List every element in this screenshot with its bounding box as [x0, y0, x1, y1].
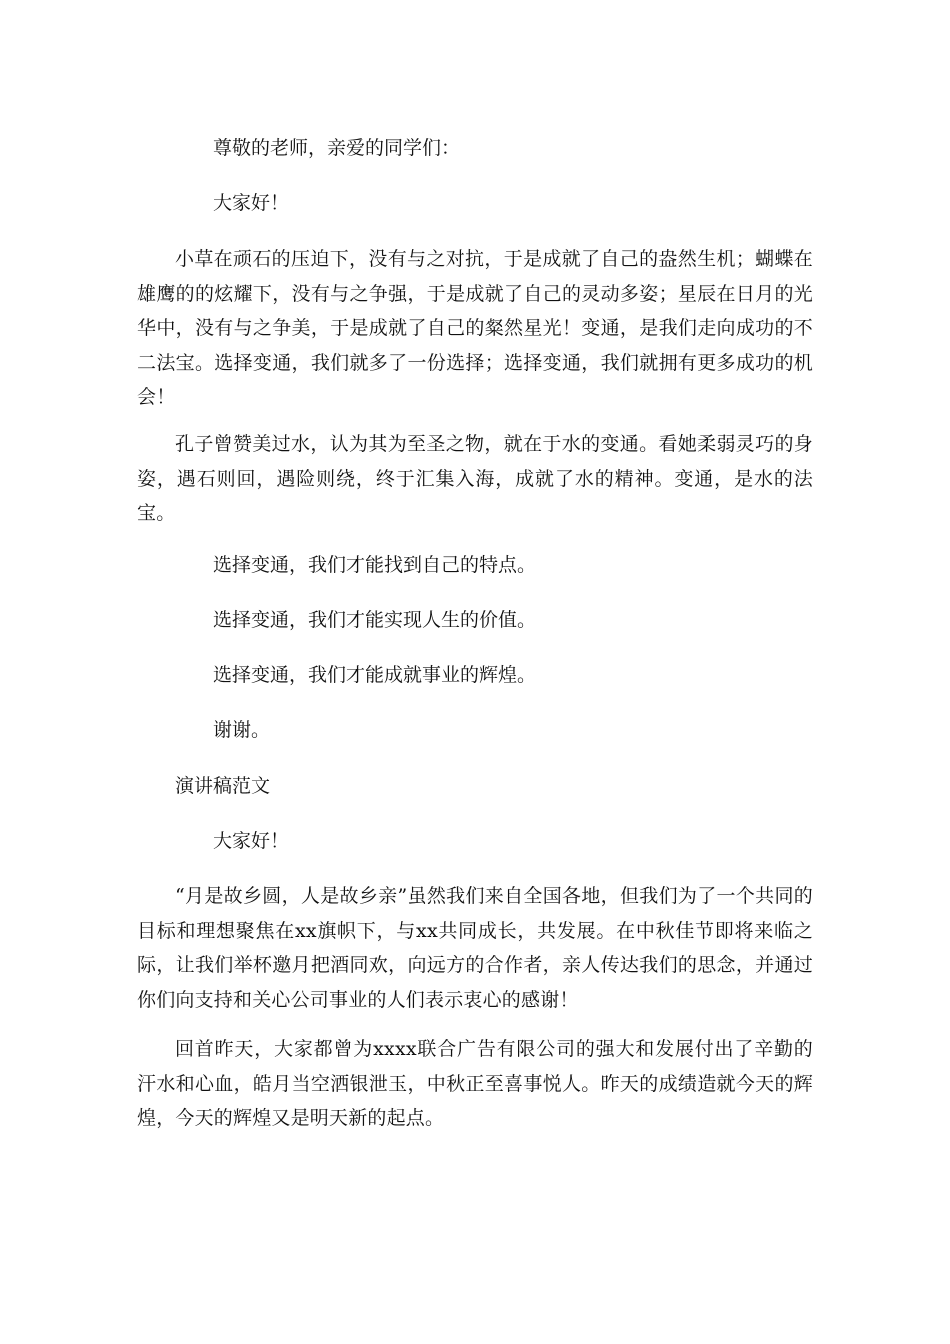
thanks-line: 谢谢。 — [213, 719, 271, 741]
line-choose-achieve-glory: 选择变通，我们才能成就事业的辉煌。 — [213, 664, 537, 686]
line-choose-find-traits: 选择变通，我们才能找到自己的特点。 — [213, 554, 537, 576]
section-title: 演讲稿范文 — [175, 775, 271, 797]
paragraph-mid-autumn: “月是故乡圆，人是故乡亲”虽然我们来自全国各地，但我们为了一个共同的目标和理想聚焦在xx旗帜下，与xx共同成长，共发展。在中秋佳节即将来临之际，让我们举杯邀月把酒同欢，向远方的合作者，亲人传达我们的思念，并通过你们向支持和关心公司事业的人们表示衷心的感谢！ — [137, 885, 813, 1011]
paragraph-grass-butterfly: 小草在顽石的压迫下，没有与之对抗，于是成就了自己的盎然生机；蝴蝶在雄鹰的的炫耀下，没有与之争强，于是成就了自己的灵动多姿；星辰在日月的光华中，没有与之争美，于是成就了自己的粲然星光！变通，是我们走向成功的不二法宝。选择变通，我们就多了一份选择；选择变通，我们就拥有更多成功的机会！ — [137, 248, 813, 408]
line-choose-realize-value: 选择变通，我们才能实现人生的价值。 — [213, 609, 537, 631]
salutation: 尊敬的老师，亲爱的同学们： — [213, 137, 461, 159]
paragraph-confucius-water: 孔子曾赞美过水，认为其为至圣之物，就在于水的变通。看她柔弱灵巧的身姿，遇石则回，遇险则绕，终于汇集入海，成就了水的精神。变通，是水的法宝。 — [137, 433, 813, 524]
paragraph-looking-back: 回首昨天，大家都曾为xxxx联合广告有限公司的强大和发展付出了辛勤的汗水和心血，皓月当空洒银泄玉，中秋正至喜事悦人。昨天的成绩造就今天的辉煌，今天的辉煌又是明天新的起点。 — [137, 1038, 813, 1129]
greeting: 大家好！ — [213, 192, 290, 214]
greeting-second: 大家好！ — [213, 830, 290, 852]
